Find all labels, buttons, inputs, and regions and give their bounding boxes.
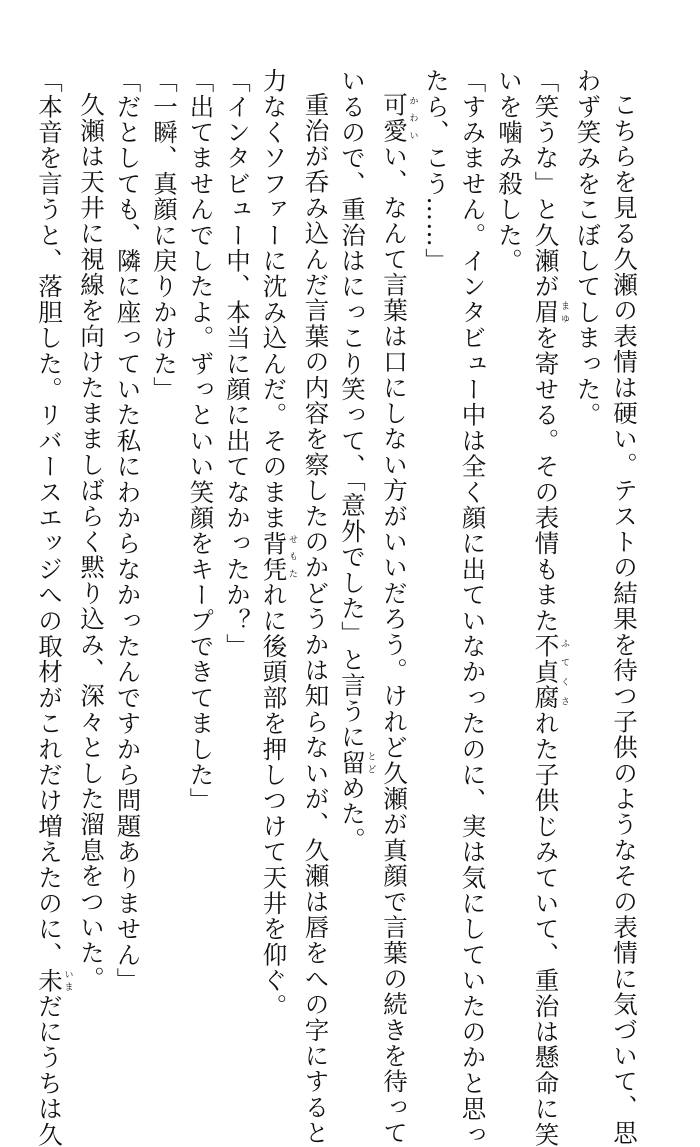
text-line <box>491 68 528 968</box>
text-line <box>109 68 146 994</box>
text-segment: れに後頭部を押しつけて天井を仰ぐ。 <box>259 582 289 1019</box>
text-line <box>219 68 256 968</box>
text-segment: 「本音を言うと、落胆した。リバースエッジへの取材がこれだけ増えたのに、 <box>35 68 64 968</box>
text-line <box>297 68 334 1146</box>
text-line <box>527 68 569 1147</box>
ruby-reading: いま <box>62 967 73 994</box>
text-segment: 「出てませんでしたよ。ずっといい笑顔をキープできてました」 <box>186 68 216 814</box>
text-segment: こちらを見る久瀬の表情は硬い。テストの結果を待つ子供のようなその表情に気づいて、思 <box>610 92 639 1146</box>
ruby-reading: まゆ <box>559 299 569 326</box>
text-segment: れた子供じみていて、重治は懸命に笑 <box>531 710 561 1147</box>
text-line <box>73 68 110 992</box>
text-segment: 久瀬は天井に視線を向けたまましばらく黙り込み、深々とした溜息をついた。 <box>77 92 106 992</box>
text-line <box>454 68 491 1147</box>
ruby-reading: せもた <box>287 530 297 583</box>
text-line <box>255 68 297 1019</box>
furigana-word <box>531 633 569 711</box>
text-segment: 「インタビュー中、本当に顔に出てなかったか？」 <box>223 68 252 660</box>
text-line <box>606 68 643 1146</box>
text-line <box>31 68 73 1147</box>
text-segment: めた。 <box>338 775 367 853</box>
text-segment: たら、こう……」 <box>422 68 451 274</box>
text-line <box>146 68 183 968</box>
furigana-word <box>259 530 297 583</box>
text-line <box>376 68 418 1146</box>
furigana-word <box>35 967 73 994</box>
ruby-base: 背凭 <box>259 530 289 583</box>
ruby-base: 不貞腐 <box>531 633 561 711</box>
ruby-reading: ふてくさ <box>559 633 569 711</box>
text-segment: だにうちは久 <box>35 993 64 1147</box>
text-segment: いるので、重治はにっこり笑って、「意外でした」と言うに <box>338 68 367 750</box>
text-segment: 「すみません。インタビュー中は全く顔に出ていなかったのに、実は気にしていたのかと思っ <box>458 68 488 1147</box>
furigana-word <box>380 92 418 144</box>
text-line <box>182 68 219 968</box>
text-segment: 重治が呑み込んだ言葉の内容を察したのかどうかは知らないが、久瀬は唇をへの字にすると <box>301 92 331 1146</box>
text-segment: いを噛み殺した。 <box>495 68 524 274</box>
ruby-base: 可愛 <box>380 92 409 144</box>
furigana-word <box>531 299 569 326</box>
furigana-word <box>338 749 376 776</box>
text-segment: わず笑みをこぼしてしまった。 <box>573 68 603 428</box>
text-segment: 「笑うな」と久瀬が <box>531 68 561 300</box>
text-line <box>569 68 606 968</box>
text-segment: 力なくソファーに沈み込んだ。そのまま <box>259 68 289 531</box>
text-segment: 「一瞬、真顔に戻りかけた」 <box>150 68 179 403</box>
vertical-text-body <box>35 68 642 1147</box>
text-line <box>418 68 455 968</box>
ruby-reading: かわい <box>407 92 418 144</box>
ruby-reading: とど <box>365 749 376 776</box>
text-segment: 「だとしても、隣に座っていた私にわからなかったんですから問題ありません」 <box>113 68 143 994</box>
text-line <box>334 68 376 968</box>
ruby-base: 眉 <box>531 299 561 326</box>
ruby-base: 未 <box>35 967 64 994</box>
ruby-base: 留 <box>338 749 367 776</box>
text-segment: い、なんて言葉は口にしない方がいいだろう。けれど久瀬が真顔で言葉の続きを待って <box>380 143 409 1146</box>
text-segment: を寄せる。その表情もまた <box>531 325 561 634</box>
